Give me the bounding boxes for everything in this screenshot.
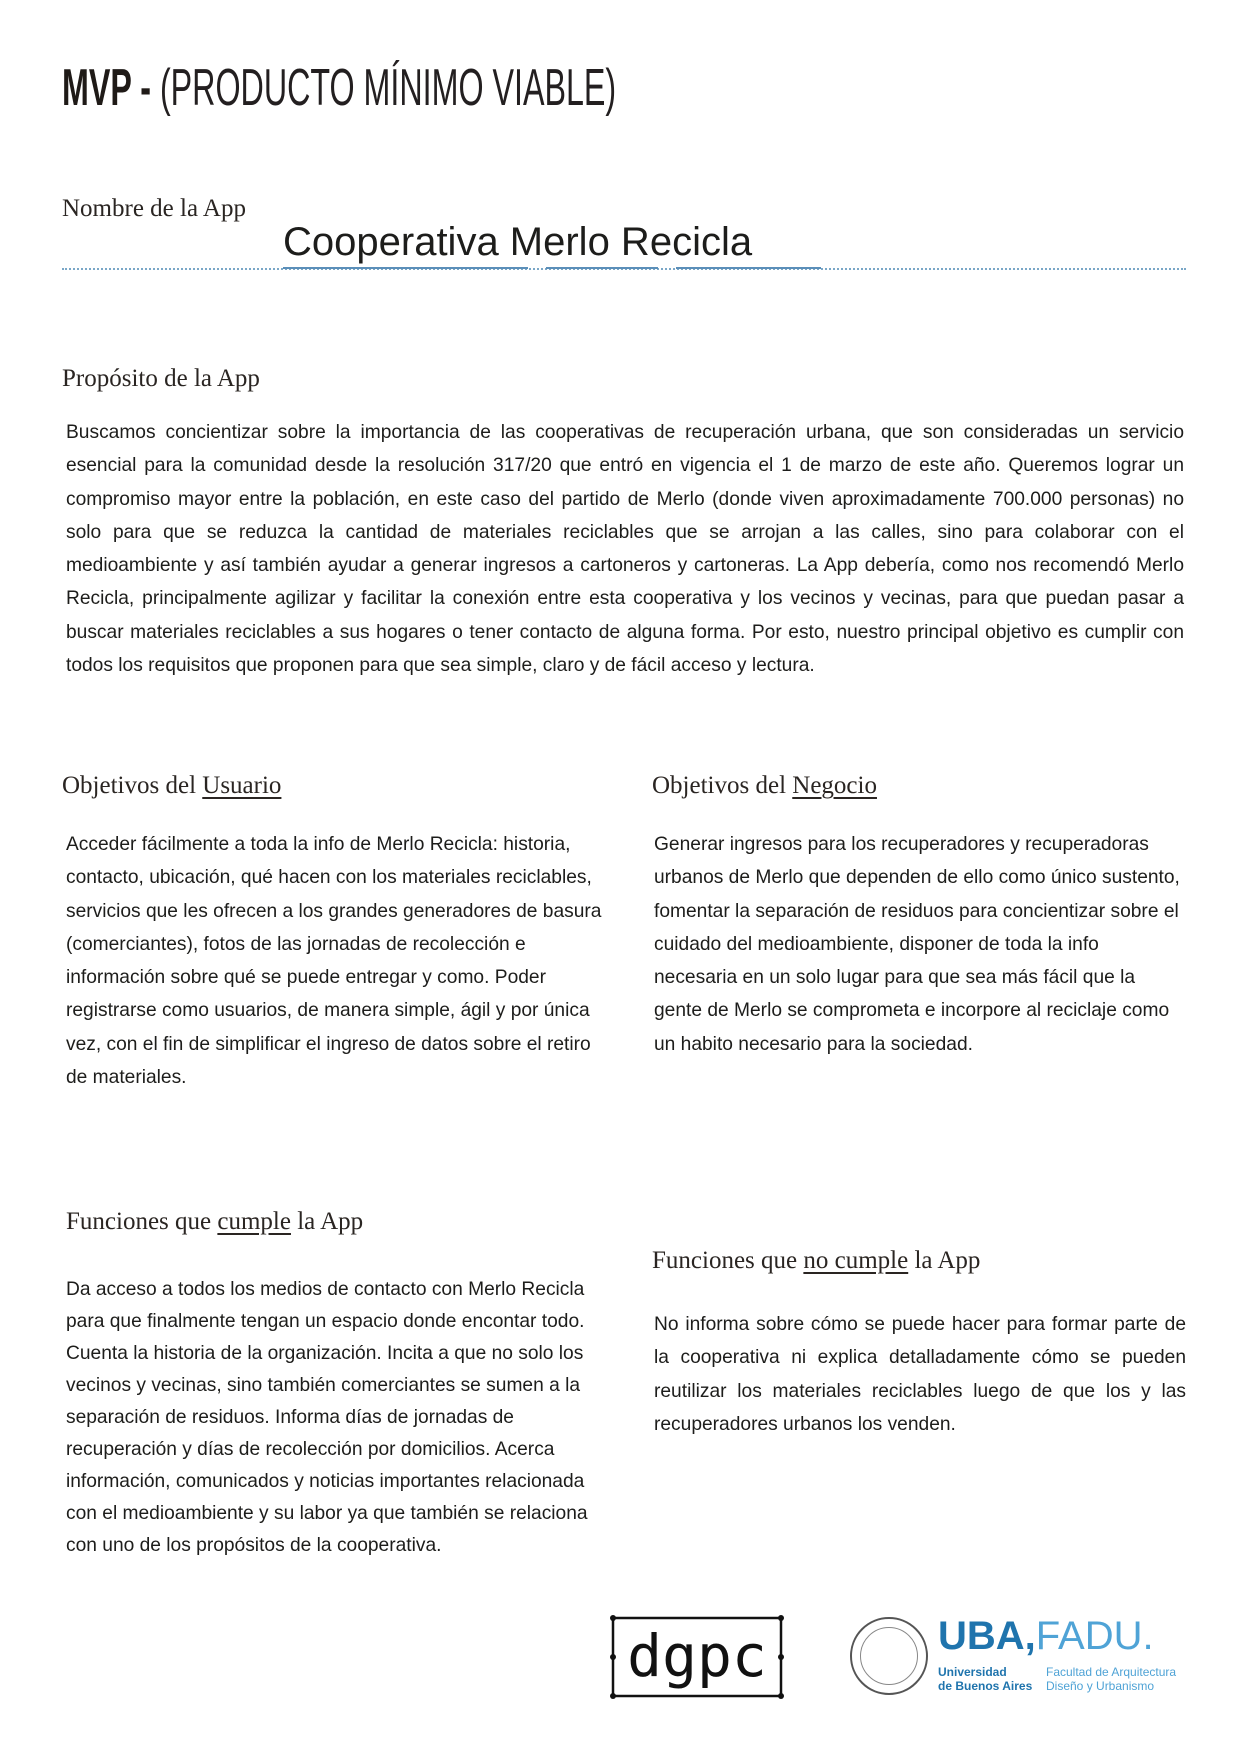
- purpose-text: [66, 416, 1184, 682]
- uba-subtitle-line-1: Universidad: [938, 1665, 1007, 1679]
- uba-subtitle-line-2: de Buenos Aires: [938, 1679, 1033, 1693]
- uba-seal-icon: [850, 1617, 928, 1695]
- functions-met-label: [66, 1208, 363, 1236]
- purpose-paragraph: Buscamos concientizar sobre la importancia de las cooperativas de recuperación urbana, que son consideradas un servicio esencial para la comunidad desde la resolución 317/20 que entró en vigencia el 1 de marzo de este año. Queremos lograr un compromiso mayor entre la población, en este caso del partido de Merlo (donde viven aproximadamente 700.000 personas) no solo para que se reduzca la cantidad de materiales reciclables que se arrojan a las calles, sino para colaborar con el medioambiente y así también ayudar a generar ingresos a cartoneros y cartoneras. La App debería, como nos recomendó Merlo Recicla, principalmente agilizar y facilitar la conexión entre esta cooperativa y los vecinos y vecinas, para que puedan pasar a buscar materiales reciclables a sus hogares o tener contacto de alguna forma. Por esto, nuestro principal objetivo es cumplir con todos los requisitos que proponen para que sea simple, claro y de fácil acceso y lectura.: [66, 422, 1184, 677]
- fadu-subtitle: [1046, 1665, 1176, 1693]
- app-name-underline-1: [283, 267, 528, 269]
- functions-met-label-suffix: la App: [290, 1208, 364, 1235]
- business-goals-text: [654, 828, 1184, 1061]
- page-title: [62, 58, 616, 118]
- functions-met-label-underlined: cumple: [217, 1208, 291, 1235]
- page-title-light: (PRODUCTO MÍNIMO VIABLE): [159, 59, 617, 117]
- fadu-logo-light: FADU.: [1035, 1614, 1154, 1658]
- user-goals-paragraph: Acceder fácilmente a toda la info de Merlo Recicla: historia, contacto, ubicación, qué hacen con los materiales reciclables, servicios que les ofrecen a los grandes generadores de basura (comerciantes), fotos de las jornadas de recolección e información sobre qué se puede entregar y como. Poder registrarse como usuarios, de manera simple, ágil y por única vez, con el fin de simplificar el ingreso de datos sobre el retiro de materiales.: [66, 834, 602, 1089]
- fadu-subtitle-line-1: Facultad de Arquitectura: [1046, 1665, 1177, 1679]
- functions-not-met-paragraph: No informa sobre cómo se puede hacer para formar parte de la cooperativa ni explica detalladamente cómo se pueden reutilizar los materiales reciclables luego de que los y las recuperadores urbanos los venden.: [654, 1314, 1186, 1435]
- uba-subtitle: [938, 1665, 1032, 1693]
- functions-not-met-label-prefix: Funciones que: [652, 1247, 804, 1274]
- business-goals-label-prefix: Objetivos del: [652, 772, 793, 799]
- app-name-value: Cooperativa Merlo Recicla: [283, 220, 753, 264]
- uba-logo-bold: UBA,: [938, 1614, 1036, 1658]
- user-goals-text: [66, 828, 606, 1094]
- functions-met-label-prefix: Funciones que: [66, 1208, 218, 1235]
- functions-not-met-label: [652, 1247, 980, 1275]
- dgpc-logo-corner: [778, 1615, 784, 1621]
- page-title-bold: MVP -: [62, 59, 151, 117]
- dgpc-logo-corner: [778, 1654, 784, 1660]
- dgpc-logo-corner: [778, 1693, 784, 1699]
- user-goals-label-prefix: Objetivos del: [62, 772, 203, 799]
- fadu-subtitle-line-2: Diseño y Urbanismo: [1046, 1679, 1155, 1693]
- dgpc-logo-corner: [610, 1654, 616, 1660]
- uba-fadu-logo: [938, 1614, 1154, 1658]
- app-name-label: Nombre de la App: [62, 195, 246, 222]
- business-goals-paragraph: Generar ingresos para los recuperadores y recuperadoras urbanos de Merlo que dependen de ello como único sustento, fomentar la separación de residuos para concientizar sobre el cuidado del medioambiente, disponer de toda la info necesaria en un solo lugar para que sea más fácil que la gente de Merlo se comprometa e incorpore al reciclaje como un habito necesario para la sociedad.: [654, 834, 1180, 1055]
- functions-not-met-label-underlined: no cumple: [803, 1247, 909, 1274]
- business-goals-label: [652, 772, 877, 800]
- functions-not-met-label-suffix: la App: [908, 1247, 981, 1274]
- dgpc-logo-text: dgpc: [627, 1622, 767, 1690]
- functions-met-text: [66, 1274, 602, 1562]
- user-goals-label-underlined: Usuario: [202, 772, 282, 799]
- app-name-underline-2: [546, 267, 658, 269]
- business-goals-label-underlined: Negocio: [792, 772, 877, 799]
- functions-not-met-text: [654, 1308, 1186, 1441]
- functions-met-paragraph: Da acceso a todos los medios de contacto con Merlo Recicla para que finalmente tengan un espacio donde encontar todo. Cuenta la historia de la organización. Incita a que no solo los vecinos y vecinas, sino también comerciantes se sumen a la separación de residuos. Informa días de jornadas de recuperación y días de recolección por domicilios. Acerca información, comunicados y noticias importantes relacionada con el medioambiente y su labor ya que también se relaciona con uno de los propósitos de la cooperativa.: [66, 1279, 588, 1556]
- dgpc-logo-corner: [610, 1693, 616, 1699]
- dgpc-logo: [610, 1614, 784, 1700]
- dgpc-logo-corner: [610, 1615, 616, 1621]
- user-goals-label: [62, 772, 281, 800]
- app-name-underline-3: [676, 267, 821, 269]
- purpose-label: Propósito de la App: [62, 365, 260, 392]
